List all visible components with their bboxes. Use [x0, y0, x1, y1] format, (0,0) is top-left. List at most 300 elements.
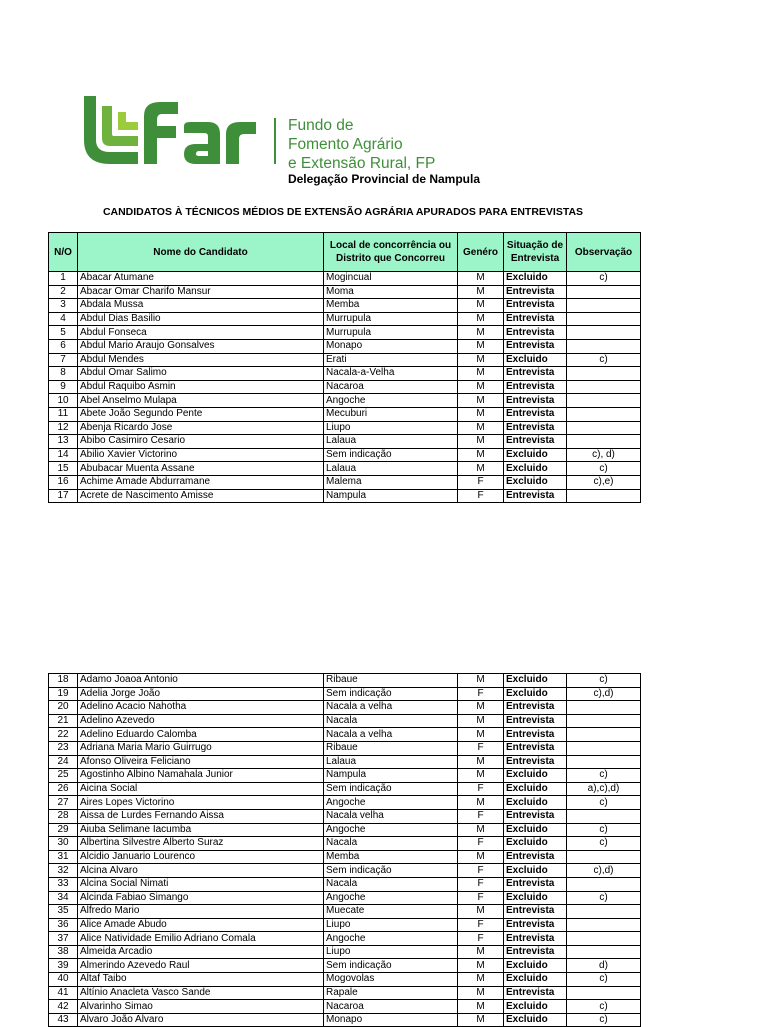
table-row — [49, 905, 641, 919]
table-row — [49, 421, 641, 435]
row-number-cell: 10 — [49, 394, 78, 408]
observation-cell: c) — [567, 272, 641, 286]
candidate-name-cell: Acrete de Nascimento Amisse — [78, 489, 324, 503]
district-cell: Murrupula — [324, 312, 458, 326]
row-number-cell: 40 — [49, 973, 78, 987]
row-number-cell: 12 — [49, 421, 78, 435]
row-number-cell: 15 — [49, 462, 78, 476]
candidate-name-cell: Alcidio Januario Lourenco — [78, 850, 324, 864]
district-cell: Angoche — [324, 891, 458, 905]
observation-cell: d) — [567, 959, 641, 973]
interview-status-cell: Excluido — [504, 823, 567, 837]
gender-cell: F — [458, 891, 504, 905]
row-number-cell: 11 — [49, 407, 78, 421]
candidate-name-cell: Aiuba Selimane Iacumba — [78, 823, 324, 837]
table-row — [49, 986, 641, 1000]
observation-cell: c) — [567, 353, 641, 367]
observation-cell — [567, 877, 641, 891]
district-cell: Ribaue — [324, 674, 458, 688]
candidate-name-cell: Abel Anselmo Mulapa — [78, 394, 324, 408]
table-row — [49, 687, 641, 701]
row-number-cell: 37 — [49, 932, 78, 946]
district-cell: Mogovolas — [324, 973, 458, 987]
gender-cell: M — [458, 905, 504, 919]
district-cell: Sem indicação — [324, 782, 458, 796]
candidates-table-1 — [48, 232, 641, 503]
interview-status-cell: Excluido — [504, 769, 567, 783]
col-header-no: N/O — [49, 233, 78, 272]
row-number-cell: 33 — [49, 877, 78, 891]
row-number-cell: 39 — [49, 959, 78, 973]
observation-cell — [567, 367, 641, 381]
observation-cell: c) — [567, 891, 641, 905]
candidate-name-cell: Abenja Ricardo Jose — [78, 421, 324, 435]
interview-status-cell: Entrevista — [504, 755, 567, 769]
interview-status-cell: Entrevista — [504, 407, 567, 421]
observation-cell — [567, 755, 641, 769]
district-cell: Murrupula — [324, 326, 458, 340]
row-number-cell: 35 — [49, 905, 78, 919]
table-row — [49, 380, 641, 394]
observation-cell: c) — [567, 823, 641, 837]
gender-cell: M — [458, 755, 504, 769]
gender-cell: M — [458, 728, 504, 742]
interview-status-cell: Excluido — [504, 272, 567, 286]
observation-cell — [567, 701, 641, 715]
gender-cell: M — [458, 312, 504, 326]
interview-status-cell: Entrevista — [504, 741, 567, 755]
district-cell: Memba — [324, 850, 458, 864]
row-number-cell: 38 — [49, 945, 78, 959]
table-2-body — [49, 674, 641, 1027]
observation-cell — [567, 312, 641, 326]
observation-cell — [567, 380, 641, 394]
candidate-name-cell: Abdul Mendes — [78, 353, 324, 367]
interview-status-cell: Excluido — [504, 462, 567, 476]
gender-cell: M — [458, 674, 504, 688]
candidate-name-cell: Adamo Joaoa Antonio — [78, 674, 324, 688]
interview-status-cell: Excluido — [504, 353, 567, 367]
table-row — [49, 769, 641, 783]
row-number-cell: 26 — [49, 782, 78, 796]
gender-cell: M — [458, 380, 504, 394]
observation-cell — [567, 714, 641, 728]
candidate-name-cell: Adelia Jorge João — [78, 687, 324, 701]
candidate-name-cell: Afonso Oliveira Feliciano — [78, 755, 324, 769]
row-number-cell: 5 — [49, 326, 78, 340]
interview-status-cell: Entrevista — [504, 714, 567, 728]
observation-cell — [567, 741, 641, 755]
interview-status-cell: Entrevista — [504, 312, 567, 326]
candidates-table-2 — [48, 673, 641, 1027]
district-cell: Liupo — [324, 421, 458, 435]
interview-status-cell: Entrevista — [504, 299, 567, 313]
row-number-cell: 30 — [49, 837, 78, 851]
district-cell: Nampula — [324, 489, 458, 503]
interview-status-cell: Entrevista — [504, 945, 567, 959]
row-number-cell: 24 — [49, 755, 78, 769]
row-number-cell: 31 — [49, 850, 78, 864]
candidate-name-cell: Adelino Eduardo Calomba — [78, 728, 324, 742]
gender-cell: M — [458, 823, 504, 837]
row-number-cell: 19 — [49, 687, 78, 701]
gender-cell: M — [458, 353, 504, 367]
row-number-cell: 9 — [49, 380, 78, 394]
interview-status-cell: Excluido — [504, 837, 567, 851]
row-number-cell: 41 — [49, 986, 78, 1000]
district-cell: Mogincual — [324, 272, 458, 286]
gender-cell: F — [458, 489, 504, 503]
logo-a — [184, 122, 220, 164]
gender-cell: M — [458, 367, 504, 381]
candidate-name-cell: Aires Lopes Victorino — [78, 796, 324, 810]
table-row — [49, 755, 641, 769]
district-cell: Lalaua — [324, 755, 458, 769]
district-cell: Nampula — [324, 769, 458, 783]
header-row — [49, 233, 641, 272]
candidate-name-cell: Abdul Mario Araujo Gonsalves — [78, 339, 324, 353]
gender-cell: F — [458, 932, 504, 946]
table-row — [49, 741, 641, 755]
observation-cell — [567, 489, 641, 503]
candidate-name-cell: Abdul Fonseca — [78, 326, 324, 340]
candidate-name-cell: Alcina Alvaro — [78, 864, 324, 878]
candidate-name-cell: Abubacar Muenta Assane — [78, 462, 324, 476]
gender-cell: M — [458, 407, 504, 421]
observation-cell: c) — [567, 462, 641, 476]
interview-status-cell: Excluido — [504, 796, 567, 810]
table-row — [49, 1000, 641, 1014]
observation-cell — [567, 407, 641, 421]
observation-cell — [567, 850, 641, 864]
candidate-name-cell: Alice Natividade Emilio Adriano Comala — [78, 932, 324, 946]
district-cell: Ribaue — [324, 741, 458, 755]
gender-cell: M — [458, 945, 504, 959]
table-row — [49, 462, 641, 476]
row-number-cell: 28 — [49, 809, 78, 823]
candidate-name-cell: Adelino Azevedo — [78, 714, 324, 728]
gender-cell: M — [458, 462, 504, 476]
logo-c-inner — [118, 112, 138, 130]
candidate-name-cell: Abacar Atumane — [78, 272, 324, 286]
logo-line-1: Fundo de — [288, 117, 354, 134]
district-cell: Angoche — [324, 394, 458, 408]
table-row — [49, 932, 641, 946]
col-header-name: Nome do Candidato — [78, 233, 324, 272]
row-number-cell: 6 — [49, 339, 78, 353]
table-row — [49, 367, 641, 381]
interview-status-cell: Excluido — [504, 864, 567, 878]
table-row — [49, 448, 641, 462]
row-number-cell: 17 — [49, 489, 78, 503]
col-header-obs: Observação — [567, 233, 641, 272]
row-number-cell: 2 — [49, 285, 78, 299]
interview-status-cell: Entrevista — [504, 394, 567, 408]
district-cell: Liupo — [324, 918, 458, 932]
district-cell: Nacala a velha — [324, 701, 458, 715]
candidate-name-cell: Abete João Segundo Pente — [78, 407, 324, 421]
row-number-cell: 13 — [49, 435, 78, 449]
candidate-name-cell: Abdul Raquibo Asmin — [78, 380, 324, 394]
district-cell: Nacala — [324, 877, 458, 891]
logo-line-3: e Extensão Rural, FP — [288, 155, 436, 172]
table-row — [49, 339, 641, 353]
observation-cell — [567, 326, 641, 340]
logo-line-2: Fomento Agrário — [288, 136, 403, 153]
candidate-name-cell: Abibo Casimiro Cesario — [78, 435, 324, 449]
observation-cell: a),c),d) — [567, 782, 641, 796]
district-cell: Angoche — [324, 796, 458, 810]
table-row — [49, 714, 641, 728]
candidate-name-cell: Alice Amade Abudo — [78, 918, 324, 932]
gender-cell: M — [458, 448, 504, 462]
gender-cell: M — [458, 435, 504, 449]
table-row — [49, 837, 641, 851]
row-number-cell: 43 — [49, 1013, 78, 1027]
table-row — [49, 850, 641, 864]
row-number-cell: 42 — [49, 1000, 78, 1014]
table-row — [49, 973, 641, 987]
interview-status-cell: Excluido — [504, 959, 567, 973]
interview-status-cell: Entrevista — [504, 421, 567, 435]
gender-cell: M — [458, 326, 504, 340]
district-cell: Memba — [324, 299, 458, 313]
gender-cell: F — [458, 809, 504, 823]
observation-cell — [567, 809, 641, 823]
candidate-name-cell: Achime Amade Abdurramane — [78, 475, 324, 489]
table-row — [49, 475, 641, 489]
table-row — [49, 823, 641, 837]
observation-cell — [567, 339, 641, 353]
delegation-title: Delegação Provincial de Nampula — [287, 172, 481, 186]
gender-cell: M — [458, 272, 504, 286]
gender-cell: M — [458, 714, 504, 728]
gender-cell: F — [458, 741, 504, 755]
candidate-name-cell: Adriana Maria Mario Guirrugo — [78, 741, 324, 755]
observation-cell — [567, 285, 641, 299]
observation-cell: c), d) — [567, 448, 641, 462]
gender-cell: M — [458, 973, 504, 987]
interview-status-cell: Entrevista — [504, 918, 567, 932]
district-cell: Sem indicação — [324, 959, 458, 973]
table-row — [49, 394, 641, 408]
logo-divider — [274, 118, 276, 164]
candidate-name-cell: Altaf Taibo — [78, 973, 324, 987]
logo-f — [144, 102, 178, 164]
row-number-cell: 8 — [49, 367, 78, 381]
candidate-name-cell: Alvarinho Simao — [78, 1000, 324, 1014]
district-cell: Sem indicação — [324, 687, 458, 701]
table-row — [49, 435, 641, 449]
row-number-cell: 4 — [49, 312, 78, 326]
district-cell: Nacaroa — [324, 1000, 458, 1014]
col-header-local: Local de concorrência ou Distrito que Concorreu — [324, 233, 458, 272]
observation-cell: c) — [567, 674, 641, 688]
observation-cell: c),d) — [567, 687, 641, 701]
observation-cell: c) — [567, 1013, 641, 1027]
candidate-name-cell: Alvaro João Alvaro — [78, 1013, 324, 1027]
district-cell: Angoche — [324, 932, 458, 946]
gender-cell: M — [458, 850, 504, 864]
table-row — [49, 891, 641, 905]
observation-cell: c) — [567, 973, 641, 987]
row-number-cell: 34 — [49, 891, 78, 905]
table-row — [49, 809, 641, 823]
candidate-name-cell: Abdul Dias Basilio — [78, 312, 324, 326]
candidate-name-cell: Abacar Omar Charifo Mansur — [78, 285, 324, 299]
interview-status-cell: Entrevista — [504, 367, 567, 381]
candidate-name-cell: Adelino Acacio Nahotha — [78, 701, 324, 715]
table-row — [49, 489, 641, 503]
district-cell: Lalaua — [324, 462, 458, 476]
observation-cell — [567, 918, 641, 932]
district-cell: Lalaua — [324, 435, 458, 449]
candidate-name-cell: Alcina Social Nimati — [78, 877, 324, 891]
interview-status-cell: Entrevista — [504, 489, 567, 503]
table-row — [49, 353, 641, 367]
observation-cell: c),e) — [567, 475, 641, 489]
gender-cell: M — [458, 701, 504, 715]
district-cell: Nacaroa — [324, 380, 458, 394]
interview-status-cell: Entrevista — [504, 285, 567, 299]
observation-cell: c) — [567, 1000, 641, 1014]
observation-cell — [567, 986, 641, 1000]
logo-r — [226, 122, 256, 164]
district-cell: Angoche — [324, 823, 458, 837]
gender-cell: M — [458, 285, 504, 299]
gender-cell: M — [458, 299, 504, 313]
interview-status-cell: Entrevista — [504, 850, 567, 864]
interview-status-cell: Entrevista — [504, 877, 567, 891]
gender-cell: M — [458, 769, 504, 783]
observation-cell — [567, 394, 641, 408]
interview-status-cell: Entrevista — [504, 326, 567, 340]
district-cell: Malema — [324, 475, 458, 489]
interview-status-cell: Entrevista — [504, 986, 567, 1000]
candidate-name-cell: Alcinda Fabiao Simango — [78, 891, 324, 905]
table-row — [49, 918, 641, 932]
district-cell: Erati — [324, 353, 458, 367]
document-heading: CANDIDATOS À TÉCNICOS MÉDIOS DE EXTENSÃO AGRÁRIA APURADOS PARA ENTREVISTAS — [102, 206, 584, 218]
gender-cell: M — [458, 421, 504, 435]
observation-cell: c) — [567, 796, 641, 810]
table-row — [49, 272, 641, 286]
table-row — [49, 312, 641, 326]
interview-status-cell: Entrevista — [504, 728, 567, 742]
row-number-cell: 7 — [49, 353, 78, 367]
logo-text — [288, 116, 435, 173]
row-number-cell: 32 — [49, 864, 78, 878]
district-cell: Nacala — [324, 714, 458, 728]
table-row — [49, 728, 641, 742]
gender-cell: M — [458, 1013, 504, 1027]
gender-cell: M — [458, 394, 504, 408]
district-cell: Rapale — [324, 986, 458, 1000]
observation-cell: c) — [567, 837, 641, 851]
row-number-cell: 21 — [49, 714, 78, 728]
gender-cell: F — [458, 782, 504, 796]
row-number-cell: 23 — [49, 741, 78, 755]
district-cell: Muecate — [324, 905, 458, 919]
candidate-name-cell: Abilio Xavier Victorino — [78, 448, 324, 462]
interview-status-cell: Excluido — [504, 1000, 567, 1014]
row-number-cell: 22 — [49, 728, 78, 742]
interview-status-cell: Entrevista — [504, 339, 567, 353]
row-number-cell: 16 — [49, 475, 78, 489]
candidate-name-cell: Altínio Anacleta Vasco Sande — [78, 986, 324, 1000]
table-row — [49, 407, 641, 421]
table-row — [49, 674, 641, 688]
gender-cell: F — [458, 687, 504, 701]
observation-cell — [567, 932, 641, 946]
interview-status-cell: Excluido — [504, 1013, 567, 1027]
interview-status-cell: Entrevista — [504, 701, 567, 715]
interview-status-cell: Excluido — [504, 687, 567, 701]
gender-cell: M — [458, 959, 504, 973]
observation-cell — [567, 435, 641, 449]
observation-cell — [567, 421, 641, 435]
row-number-cell: 27 — [49, 796, 78, 810]
district-cell: Nacala velha — [324, 809, 458, 823]
district-cell: Nacala-a-Velha — [324, 367, 458, 381]
observation-cell — [567, 299, 641, 313]
interview-status-cell: Excluido — [504, 891, 567, 905]
district-cell: Moma — [324, 285, 458, 299]
candidate-name-cell: Aissa de Lurdes Fernando Aissa — [78, 809, 324, 823]
row-number-cell: 18 — [49, 674, 78, 688]
table-row — [49, 945, 641, 959]
row-number-cell: 3 — [49, 299, 78, 313]
gender-cell: F — [458, 877, 504, 891]
interview-status-cell: Excluido — [504, 448, 567, 462]
gender-cell: M — [458, 339, 504, 353]
observation-cell — [567, 728, 641, 742]
row-number-cell: 29 — [49, 823, 78, 837]
col-header-situacao: Situação de Entrevista — [504, 233, 567, 272]
candidate-name-cell: Albertina Silvestre Alberto Suraz — [78, 837, 324, 851]
observation-cell — [567, 945, 641, 959]
gender-cell: F — [458, 918, 504, 932]
row-number-cell: 25 — [49, 769, 78, 783]
district-cell: Sem indicação — [324, 448, 458, 462]
col-header-genero: Genéro — [458, 233, 504, 272]
interview-status-cell: Excluido — [504, 782, 567, 796]
interview-status-cell: Excluido — [504, 475, 567, 489]
observation-cell: c) — [567, 769, 641, 783]
row-number-cell: 36 — [49, 918, 78, 932]
district-cell: Sem indicação — [324, 864, 458, 878]
candidate-name-cell: Almerindo Azevedo Raul — [78, 959, 324, 973]
observation-cell — [567, 905, 641, 919]
interview-status-cell: Entrevista — [504, 809, 567, 823]
interview-status-cell: Entrevista — [504, 435, 567, 449]
interview-status-cell: Entrevista — [504, 380, 567, 394]
district-cell: Liupo — [324, 945, 458, 959]
table-row — [49, 1013, 641, 1027]
observation-cell: c),d) — [567, 864, 641, 878]
gender-cell: M — [458, 986, 504, 1000]
interview-status-cell: Entrevista — [504, 905, 567, 919]
candidate-name-cell: Aicina Social — [78, 782, 324, 796]
row-number-cell: 1 — [49, 272, 78, 286]
table-row — [49, 285, 641, 299]
table-row — [49, 959, 641, 973]
table-row — [49, 782, 641, 796]
table-row — [49, 864, 641, 878]
district-cell: Monapo — [324, 1013, 458, 1027]
gender-cell: F — [458, 837, 504, 851]
interview-status-cell: Excluido — [504, 674, 567, 688]
